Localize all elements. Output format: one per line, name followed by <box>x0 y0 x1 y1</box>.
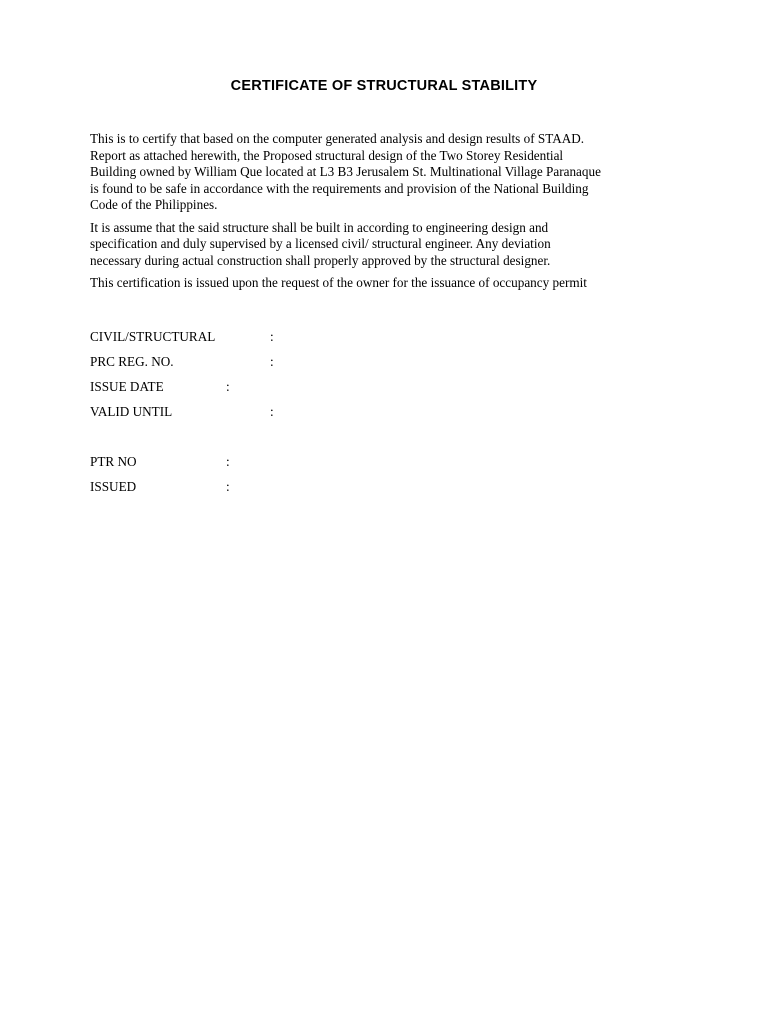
field-label: VALID UNTIL <box>90 404 173 419</box>
text-line: necessary during actual construction shall properly approved by the structural designer. <box>90 252 551 268</box>
paragraph-request <box>90 275 690 292</box>
field-label: CIVIL/STRUCTURAL <box>90 329 216 344</box>
text-line: It is assume that the said structure shall be built in according to engineering design and <box>90 219 549 235</box>
field-label: ISSUE DATE <box>90 379 164 394</box>
text-line: is found to be safe in accordance with the requirements and provision of the National Building <box>90 180 589 196</box>
field-colon: : <box>226 479 230 494</box>
field-colon: : <box>226 454 230 469</box>
text-line: This certification is issued upon the request of the owner for the issuance of occupancy permit <box>90 275 587 290</box>
certificate-body <box>90 131 690 298</box>
page-title: CERTIFICATE OF STRUCTURAL STABILITY <box>230 78 538 94</box>
field-label: PRC REG. NO. <box>90 354 174 369</box>
field-colon: : <box>270 404 274 419</box>
text-line: This is to certify that based on the computer generated analysis and design results of STAAD. <box>90 131 585 146</box>
field-colon: : <box>226 379 230 394</box>
text-line: specification and duly supervised by a licensed civil/ structural engineer. Any deviation <box>90 236 551 251</box>
field-colon: : <box>270 329 274 344</box>
field-label: ISSUED <box>90 479 137 494</box>
field-colon: : <box>270 354 274 369</box>
text-line: Building owned by William Que located at L3 B3 Jerusalem St. Multinational Village Paranaque <box>90 164 601 179</box>
text-line: Code of the Philippines. <box>90 197 218 212</box>
paragraph-assumption <box>90 220 690 270</box>
text-line: Report as attached herewith, the Proposed structural design of the Two Storey Residential <box>90 147 564 163</box>
paragraph-certification <box>90 131 690 214</box>
field-label: PTR NO <box>90 454 137 469</box>
